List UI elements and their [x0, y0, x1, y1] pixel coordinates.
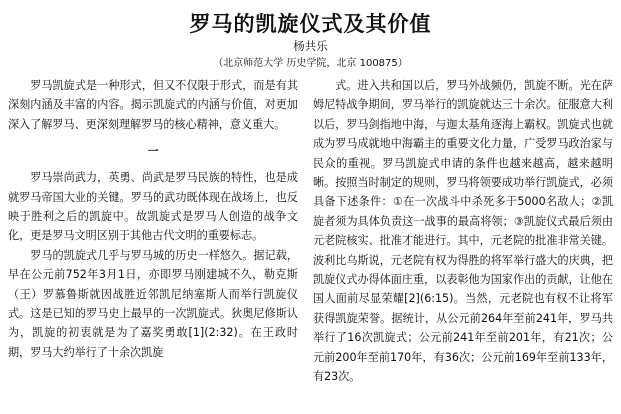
abstract-paragraph: 罗马凯旋式是一种形式，但又不仅限于形式，而是有其深刻内涵及丰富的内容。揭示凯旋式的内涵与价值，对更加深入了解罗马、更深刻理解罗马的核心精神，意义重大。 [8, 79, 298, 131]
article-title: 罗马的凯旋仪式及其价值 [189, 11, 432, 36]
right-column [313, 76, 613, 387]
body-paragraph-continued: 式。进入共和国以后，罗马外战频仍，凯旋不断。光在萨姆尼特战争期间，罗马举行的凯旋就达三十余次。征服意大利以后，罗马剑指地中海，与迦太基角逐海上霸权。凯旋式也就成为罗马成就地中海霸主的重要文化力量，广受罗马政治家与民众的重视。罗马凯旋式申请的条件也越来越高，越来越明晰。按照当时制定的规则，罗马将领要成功举行凯旋式，必须具备下述条件：①在一次战斗中杀死多于5000名敌人；②凯旋者须为具体负责这一战事的最高将领；③凯旋仪式最后须由元老院核实、批准才能进行。其中，元老院的批准非常关键。波利比乌斯说，元老院有权为得胜的将军举行盛大的庆典，把凯旋仪式办得体面庄重，以表彰他为国家作出的贡献，让他在国人面前尽显荣耀[2](6:15)。当然，元老院也有权不让将军获得凯旋荣誉。据统计，从公元前264年至前241年，罗马共举行了16次凯旋式；公元前241年至前201年，有21次；公元前200年至前170年，有36次；公元前169年至前133年，有23次。 [313, 79, 613, 384]
body-paragraph: 罗马崇尚武力，英勇、尚武是罗马民族的特性，也是成就罗马帝国大业的关键。罗马的武功既体现在战场上，也反映于胜利之后的凯旋中。故凯旋式是罗马人创造的战争文化，更是罗马文明区别于其他古代文明的重要标志。 [8, 171, 298, 243]
author-affiliation: （北京师范大学 历史学院，北京 100875） [213, 58, 408, 69]
author-name: 杨共乐 [293, 39, 328, 53]
left-column [8, 76, 298, 362]
body-paragraph: 罗马的凯旋式几乎与罗马城的历史一样悠久。据记载，早在公元前752年3月1日，亦即罗马刚建城不久，勒克斯（王）罗慕鲁斯就因战胜近邻凯尼纳塞斯人而举行凯旋仪式。这是已知的罗马史上最早的一次凯旋式。狄奥尼修斯认为，凯旋的初衷就是为了嘉奖勇敢[1](2:32)。在王政时期，罗马大约举行了十余次凯旋 [8, 248, 298, 359]
section-number: 一 [147, 145, 159, 159]
